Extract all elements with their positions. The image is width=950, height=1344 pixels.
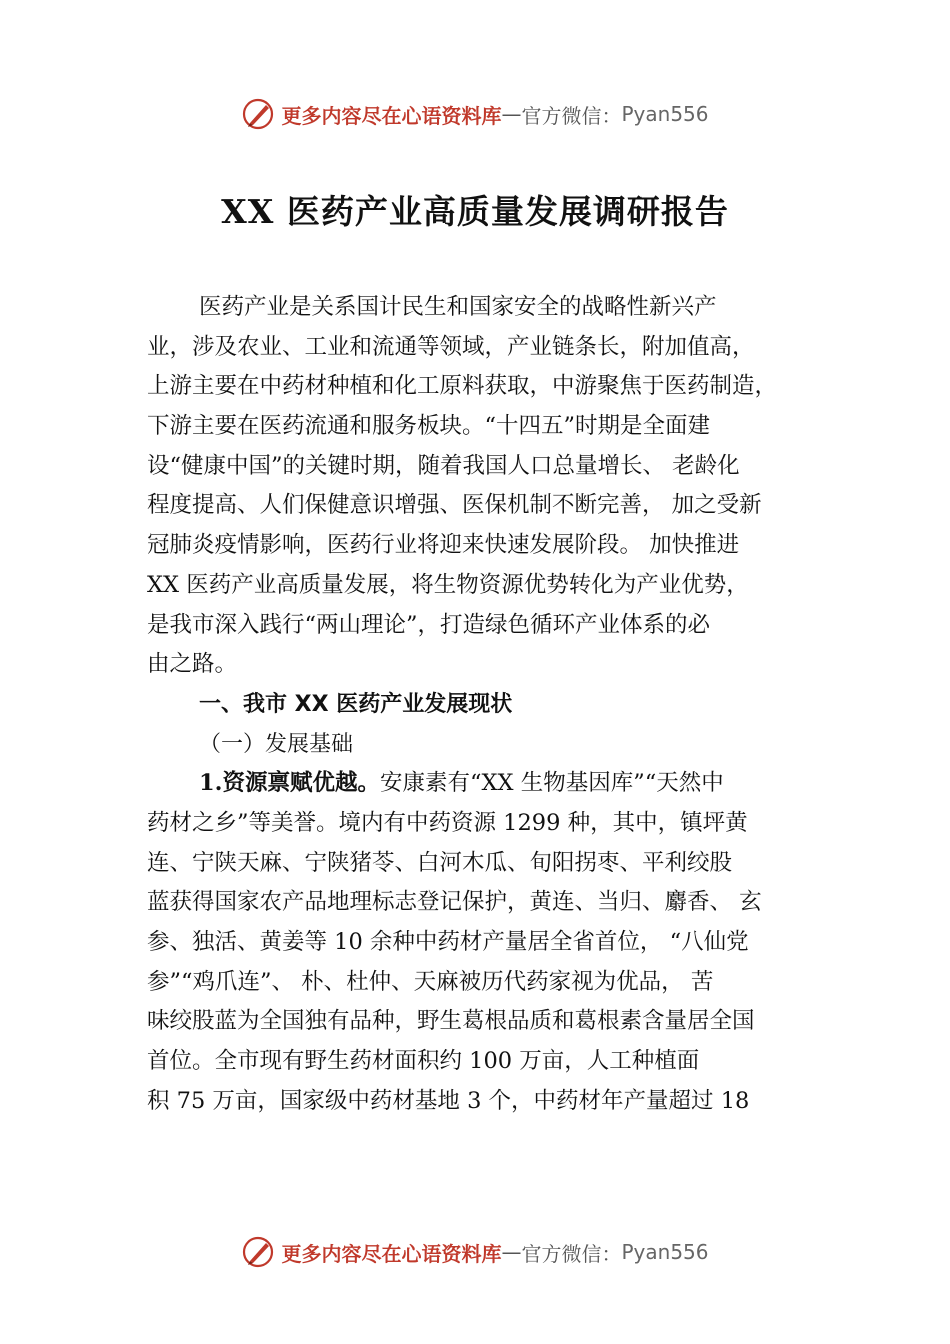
pen-logo-icon xyxy=(241,1235,275,1269)
subsection-heading: （一）发展基础 xyxy=(199,731,354,757)
banner-separator: — xyxy=(501,102,522,126)
point-line: 首位。全市现有野生药材面积约 100 万亩，人工种植面 xyxy=(147,1048,700,1075)
intro-line: 是我市深入践行“两山理论”，打造绿色循环产业体系的必 xyxy=(147,611,711,638)
intro-line: 业，涉及农业、工业和流通等领域，产业链条长，附加值高， xyxy=(147,333,755,360)
banner-text-main: 更多内容尽在心语资料库 xyxy=(281,1241,502,1266)
point-line: 积 75 万亩，国家级中药材基地 3 个，中药材年产量超过 18 xyxy=(147,1087,750,1114)
pen-logo-icon xyxy=(241,97,275,131)
intro-line: 由之路。 xyxy=(147,651,238,678)
point-paragraph-first-line xyxy=(147,764,827,804)
point-line: 药材之乡”等美誉。境内有中药资源 1299 种，其中，镇坪黄 xyxy=(147,809,748,836)
header-watermark-banner xyxy=(0,94,950,134)
banner-wechat-id: Pyan556 xyxy=(621,1240,709,1264)
footer-watermark-banner xyxy=(0,1232,950,1272)
point-line: 味绞股蓝为全国独有品种，野生葛根品质和葛根素含量居全国 xyxy=(147,1008,755,1035)
intro-line: 设“健康中国”的关键时期，随着我国人口总量增长、 老龄化 xyxy=(147,452,740,479)
intro-line: 下游主要在医药流通和服务板块。“十四五”时期是全面建 xyxy=(147,413,711,440)
banner-separator: — xyxy=(501,1240,522,1264)
banner-text-main: 更多内容尽在心语资料库 xyxy=(281,103,502,128)
banner-wechat-id: Pyan556 xyxy=(621,102,709,126)
banner-text-wechat: 官方微信： xyxy=(521,103,622,128)
intro-line: 冠肺炎疫情影响，医药行业将迎来快速发展阶段。 加快推进 xyxy=(147,532,740,559)
section-heading: 一、我市 XX 医药产业发展现状 xyxy=(199,691,513,717)
point-line: 参、独活、黄姜等 10 余种中药材产量居全省首位， “八仙党 xyxy=(147,929,749,955)
document-title: XX 医药产业高质量发展调研报告 xyxy=(221,192,729,231)
intro-line: 上游主要在中药材种植和化工原料获取，中游聚焦于医药制造， xyxy=(147,373,778,400)
banner-text-wechat: 官方微信： xyxy=(521,1241,622,1266)
point-text: 安康素有“XX 生物基因库”“天然中 xyxy=(380,770,724,797)
intro-line: XX 医药产业高质量发展，将生物资源优势转化为产业优势， xyxy=(147,571,749,598)
point-lead: 1.资源禀赋优越。 xyxy=(199,770,380,797)
point-line: 蓝获得国家农产品地理标志登记保护，黄连、当归、麝香、 玄 xyxy=(147,889,762,916)
document-body xyxy=(147,288,827,1121)
point-line: 参”“鸡爪连”、 朴、杜仲、天麻被历代药家视为优品， 苦 xyxy=(147,968,714,995)
intro-line: 医药产业是关系国计民生和国家安全的战略性新兴产 xyxy=(199,294,717,320)
intro-line: 程度提高、人们保健意识增强、医保机制不断完善， 加之受新 xyxy=(147,492,762,519)
point-line: 连、宁陕天麻、宁陕猪苓、白河木瓜、旬阳拐枣、平利绞股 xyxy=(147,849,733,876)
